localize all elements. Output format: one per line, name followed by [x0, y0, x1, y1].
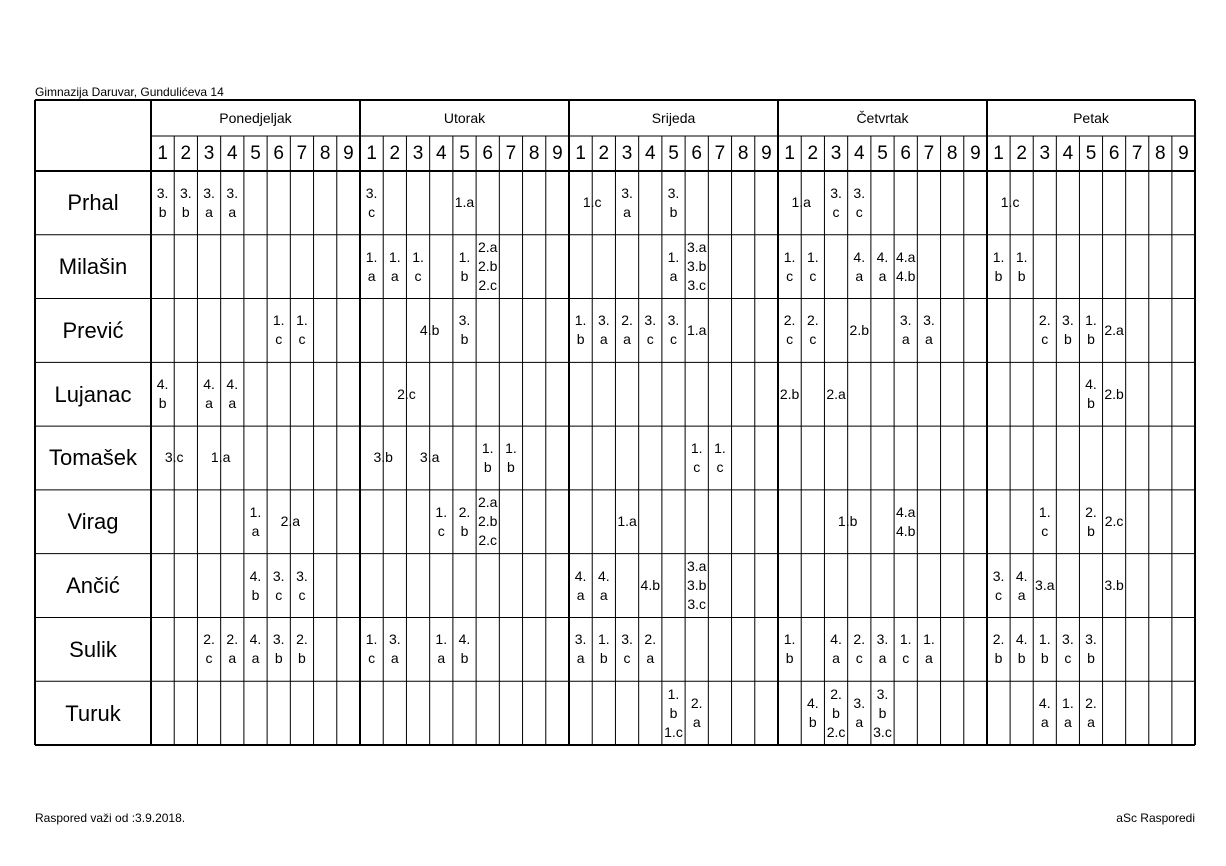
- lesson-cell: 4. a: [574, 567, 587, 603]
- teacher-name: Prević: [62, 317, 124, 343]
- lesson-cell: 1.a: [686, 321, 707, 338]
- teacher-name: Milašin: [58, 254, 128, 280]
- lesson-cell: 1.b: [837, 513, 858, 530]
- lesson-cell: 3. a: [899, 312, 912, 348]
- lesson-cell: 2. b: [296, 631, 308, 667]
- lesson-cell: 2.c: [397, 385, 416, 402]
- period-number: 8: [946, 143, 958, 164]
- lesson-cell: 1. b: [597, 631, 610, 667]
- period-number: 7: [296, 143, 308, 164]
- lesson-cell: 4. b: [806, 695, 819, 731]
- lesson-cell: 1. c: [435, 503, 448, 539]
- lesson-cell: 2.a: [826, 385, 846, 402]
- lesson-cell: 2.c: [1104, 513, 1124, 530]
- teacher-name: Turuk: [65, 700, 121, 726]
- lesson-cell: 1.a: [210, 449, 231, 466]
- lesson-cell: 4. b: [458, 631, 471, 667]
- period-number: 5: [459, 143, 470, 164]
- lesson-cell: 3. b: [667, 184, 680, 220]
- lesson-cell: 2.a 2.b 2.c: [477, 494, 498, 549]
- period-number: 8: [528, 143, 540, 164]
- lesson-cell: 1. b 1.c: [664, 685, 683, 740]
- lesson-cell: 3. b: [1062, 312, 1074, 348]
- lesson-cell: 4. a: [226, 376, 239, 412]
- period-number: 2: [598, 143, 610, 164]
- lesson-cell: 1. c: [783, 248, 796, 284]
- lesson-cell: 4. b: [1085, 376, 1097, 412]
- lesson-cell: 3.a: [419, 449, 440, 466]
- period-number: 5: [877, 143, 888, 164]
- lesson-cell: 2. b 2.c: [826, 685, 846, 740]
- period-number: 4: [1062, 143, 1074, 164]
- lesson-cell: 3.a: [1035, 577, 1055, 594]
- period-number: 5: [668, 143, 679, 164]
- lesson-cell: 1. a: [435, 631, 448, 667]
- lesson-cell: 3. c: [830, 184, 842, 220]
- valid-from-note: Raspored važi od :3.9.2018.: [35, 811, 186, 825]
- period-number: 8: [319, 143, 331, 164]
- lesson-cell: 4. a: [853, 248, 866, 284]
- period-number: 4: [226, 143, 238, 164]
- lesson-cell: 3. a: [876, 631, 889, 667]
- lesson-cell: 4. a: [1038, 695, 1051, 731]
- lesson-cell: 1. b: [783, 631, 796, 667]
- lesson-cell: 3. a: [388, 631, 401, 667]
- lesson-cell: 2. c: [783, 312, 796, 348]
- lesson-cell: 2. a: [621, 312, 633, 348]
- lesson-cell: 4.b: [419, 321, 440, 338]
- lesson-cell: 3. b: [179, 184, 192, 220]
- period-number: 7: [923, 143, 935, 164]
- lesson-cell: 4.b: [640, 577, 660, 594]
- lesson-cell: 1. a: [1062, 695, 1074, 731]
- teacher-name: Prhal: [67, 190, 119, 216]
- teacher-name: Sulik: [69, 636, 117, 662]
- period-number: 3: [412, 143, 424, 164]
- lesson-cell: 1.a: [454, 194, 475, 211]
- lesson-cell: 4. a: [597, 567, 610, 603]
- period-number: 1: [784, 143, 795, 164]
- school-address: Gimnazija Daruvar, Gundulićeva 14: [35, 85, 224, 99]
- lesson-cell: 3. c: [296, 567, 308, 603]
- day-header: Srijeda: [651, 109, 696, 126]
- lesson-cell: 3. c: [644, 312, 657, 348]
- period-number: 2: [180, 143, 192, 164]
- lesson-cell: 3. a: [226, 184, 239, 220]
- lesson-cell: 3. b: [458, 312, 471, 348]
- lesson-cell: 4. a: [249, 631, 262, 667]
- lesson-cell: 1. b: [992, 248, 1005, 284]
- lesson-cell: 3. c: [853, 184, 866, 220]
- teacher-name: Lujanac: [54, 381, 132, 407]
- lesson-cell: 3. a: [853, 695, 866, 731]
- period-number: 6: [900, 143, 911, 164]
- lesson-cell: 3.b: [1104, 577, 1124, 594]
- lesson-cell: 1.c: [582, 194, 602, 211]
- period-number: 3: [621, 143, 633, 164]
- lesson-cell: 2. a: [226, 631, 239, 667]
- lesson-cell: 1. a: [667, 248, 680, 284]
- lesson-cell: 2. c: [806, 312, 819, 348]
- period-number: 9: [343, 143, 354, 164]
- period-number: 9: [552, 143, 563, 164]
- lesson-cell: 1. c: [412, 248, 424, 284]
- lesson-cell: 2. a: [690, 695, 703, 731]
- lesson-cell: 2.b: [779, 385, 800, 402]
- lesson-cell: 2.a: [1104, 321, 1124, 338]
- lesson-cell: 4. a: [203, 376, 215, 412]
- lesson-cell: 3. b: [156, 184, 169, 220]
- lesson-cell: 2.b: [849, 321, 869, 338]
- lesson-cell: 1. b: [481, 439, 494, 475]
- lesson-cell: 3. a: [203, 184, 215, 220]
- period-number: 5: [250, 143, 261, 164]
- lesson-cell: 3. a: [574, 631, 587, 667]
- lesson-cell: 2. b: [458, 503, 471, 539]
- lesson-cell: 1. b: [1085, 312, 1097, 348]
- lesson-cell: 4. a: [876, 248, 889, 284]
- day-header: Utorak: [443, 109, 486, 126]
- lesson-cell: 1. b: [1015, 248, 1028, 284]
- lesson-cell: 1.a: [617, 513, 637, 530]
- lesson-cell: 4. b: [156, 376, 169, 412]
- period-number: 1: [993, 143, 1004, 164]
- period-number: 2: [389, 143, 401, 164]
- period-number: 2: [807, 143, 819, 164]
- lesson-cell: 2. c: [203, 631, 215, 667]
- lesson-cell: 3. c: [1062, 631, 1074, 667]
- lesson-cell: 1. c: [806, 248, 819, 284]
- day-header: Petak: [1073, 109, 1109, 126]
- lesson-cell: 1. b: [505, 439, 517, 475]
- lesson-cell: 3. b: [1085, 631, 1097, 667]
- lesson-cell: 2. b: [1085, 503, 1097, 539]
- period-number: 9: [761, 143, 772, 164]
- lesson-cell: 3. c: [667, 312, 680, 348]
- lesson-cell: 2.a 2.b 2.c: [477, 239, 498, 294]
- period-number: 4: [853, 143, 865, 164]
- lesson-cell: 1.c: [1000, 194, 1020, 211]
- lesson-cell: 3. c: [272, 567, 285, 603]
- lesson-cell: 3. a: [597, 312, 610, 348]
- lesson-cell: 2. c: [1038, 312, 1051, 348]
- period-number: 7: [1131, 143, 1143, 164]
- lesson-cell: 2. a: [644, 631, 657, 667]
- lesson-cell: 1.a: [791, 194, 811, 211]
- lesson-cell: 1. c: [1038, 503, 1051, 539]
- lesson-cell: 4. b: [1015, 631, 1028, 667]
- lesson-cell: 3. a: [621, 184, 633, 220]
- period-number: 2: [1016, 143, 1027, 164]
- lesson-cell: 2.a: [280, 513, 301, 530]
- lesson-cell: 1. c: [899, 631, 912, 667]
- period-number: 5: [1085, 143, 1097, 164]
- lesson-cell: 4.a 4.b: [895, 503, 916, 539]
- lesson-cell: 3. b: [272, 631, 285, 667]
- period-number: 3: [203, 143, 215, 164]
- lesson-cell: 1. c: [365, 631, 378, 667]
- lesson-cell: 1. b: [1038, 631, 1051, 667]
- lesson-cell: 3.b: [373, 449, 393, 466]
- lesson-cell: 2. a: [1085, 695, 1097, 731]
- lesson-cell: 1. a: [249, 503, 262, 539]
- lesson-cell: 4. a: [1015, 567, 1028, 603]
- lesson-cell: 2. b: [992, 631, 1005, 667]
- period-number: 3: [830, 143, 842, 164]
- period-number: 1: [575, 143, 586, 164]
- period-number: 6: [273, 143, 284, 164]
- lesson-cell: 1. c: [272, 312, 285, 348]
- teacher-name: Virag: [67, 509, 119, 535]
- period-number: 1: [366, 143, 377, 164]
- lesson-cell: 1. b: [574, 312, 587, 348]
- lesson-cell: 3.a 3.b 3.c: [686, 239, 707, 294]
- period-number: 9: [970, 143, 981, 164]
- period-number: 9: [1178, 143, 1189, 164]
- day-header: Četvrtak: [856, 109, 909, 126]
- period-number: 6: [1108, 143, 1120, 164]
- lesson-cell: 1. a: [365, 248, 378, 284]
- period-number: 7: [505, 143, 517, 164]
- lesson-cell: 3. b 3.c: [873, 685, 892, 740]
- teacher-name: Ančić: [66, 573, 120, 599]
- lesson-cell: 2. c: [853, 631, 866, 667]
- lesson-cell: 4. b: [249, 567, 262, 603]
- lesson-cell: 4. a: [830, 631, 842, 667]
- lesson-cell: 1. c: [296, 312, 308, 348]
- period-number: 4: [435, 143, 447, 164]
- lesson-cell: 3. c: [621, 631, 633, 667]
- lesson-cell: 4.a 4.b: [895, 248, 916, 284]
- lesson-cell: 1. c: [690, 439, 703, 475]
- lesson-cell: 1. c: [714, 439, 726, 475]
- period-number: 3: [1039, 143, 1051, 164]
- period-number: 1: [157, 143, 168, 164]
- period-number: 6: [482, 143, 493, 164]
- lesson-cell: 3. a: [923, 312, 935, 348]
- lesson-cell: 3.a 3.b 3.c: [686, 558, 707, 613]
- period-number: 8: [737, 143, 749, 164]
- lesson-cell: 1. a: [923, 631, 935, 667]
- lesson-cell: 2.b: [1104, 385, 1124, 402]
- software-credit: aSc Rasporedi: [1116, 811, 1195, 825]
- period-number: 4: [644, 143, 656, 164]
- period-number: 7: [714, 143, 726, 164]
- lesson-cell: 3.c: [164, 449, 184, 466]
- lesson-cell: 1. a: [388, 248, 401, 284]
- period-number: 8: [1155, 143, 1166, 164]
- lesson-cell: 1. b: [458, 248, 471, 284]
- period-number: 6: [691, 143, 702, 164]
- lesson-cell: 3. c: [365, 184, 378, 220]
- day-header: Ponedjeljak: [219, 109, 292, 126]
- lesson-cell: 3. c: [992, 567, 1005, 603]
- teacher-name: Tomašek: [48, 445, 138, 471]
